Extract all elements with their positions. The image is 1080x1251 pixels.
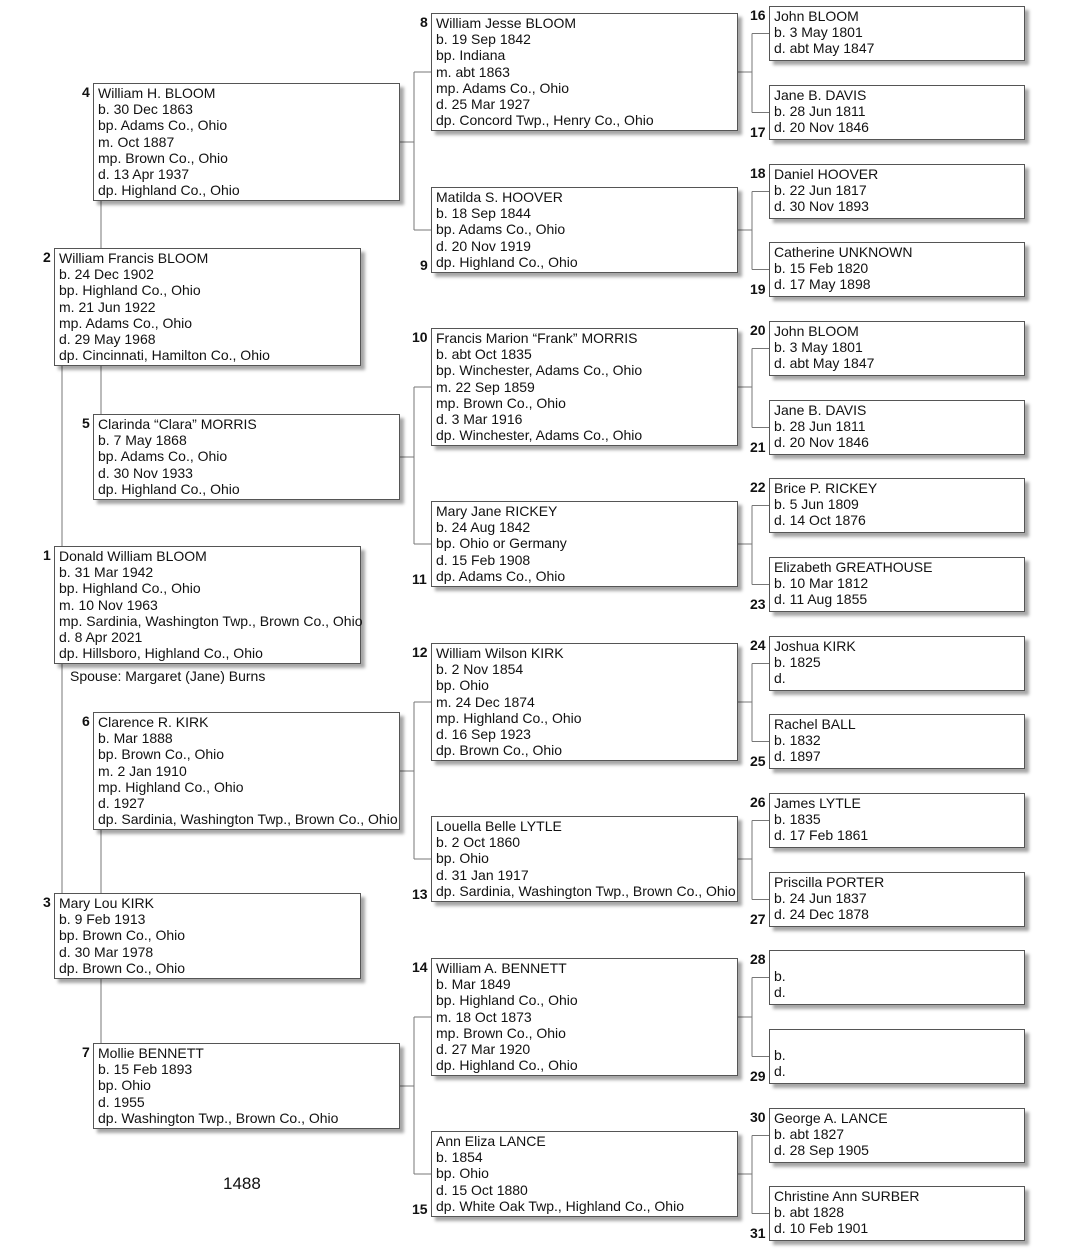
person-detail: dp. Highland Co., Ohio [98, 182, 240, 199]
person-detail: d. 25 Mar 1927 [436, 96, 531, 113]
person-name: Louella Belle LYTLE [436, 818, 562, 834]
person-number: 9 [420, 257, 428, 273]
person-name [774, 1031, 1024, 1047]
person-box-28 [769, 950, 1025, 1005]
person-detail: bp. Highland Co., Ohio [59, 282, 201, 299]
person-box-4 [93, 83, 400, 201]
person-number: 31 [750, 1225, 766, 1241]
person-name: Elizabeth GREATHOUSE [774, 559, 933, 575]
person-detail: mp. Adams Co., Ohio [59, 314, 193, 331]
person-number: 20 [750, 322, 766, 338]
person-detail: bp. Adams Co., Ohio [98, 117, 228, 134]
person-name: William Jesse BLOOM [436, 15, 577, 31]
person-number: 21 [750, 439, 766, 455]
person-box-23 [769, 557, 1025, 612]
person-detail: b. 9 Feb 1913 [59, 911, 146, 928]
person-detail: b. Mar 1888 [98, 730, 173, 747]
person-detail: d. 20 Nov 1846 [774, 434, 869, 451]
person-detail: dp. Sardinia, Washington Twp., Brown Co., Ohio [436, 882, 736, 899]
person-box-29 [769, 1029, 1025, 1084]
person-detail: mp. Sardinia, Washington Twp., Brown Co., Ohio [59, 612, 363, 629]
person-detail: mp. Brown Co., Ohio [436, 1024, 566, 1041]
person-number: 29 [750, 1068, 766, 1084]
person-number: 15 [412, 1201, 428, 1217]
person-number: 30 [750, 1109, 766, 1125]
person-detail: d. 29 May 1968 [59, 331, 156, 348]
person-detail: d. 1897 [774, 748, 821, 765]
person-detail: dp. Brown Co., Ohio [436, 742, 563, 759]
person-name: William Wilson KIRK [436, 645, 564, 661]
person-number: 6 [82, 713, 90, 729]
person-detail: d. 8 Apr 2021 [59, 629, 143, 646]
person-detail: b. 22 Jun 1817 [774, 182, 867, 199]
person-name: George A. LANCE [774, 1110, 888, 1126]
person-detail: b. 24 Dec 1902 [59, 266, 154, 283]
person-detail: d. 17 Feb 1861 [774, 827, 869, 844]
person-detail: b. 28 Jun 1811 [774, 418, 866, 435]
person-detail: b. 2 Oct 1860 [436, 834, 521, 851]
person-detail: bp. Ohio [436, 1165, 489, 1182]
person-detail: d. 20 Nov 1919 [436, 237, 531, 254]
person-detail: dp. Hillsboro, Highland Co., Ohio [59, 645, 263, 662]
person-name: Catherine UNKNOWN [774, 244, 913, 260]
person-name: Donald William BLOOM [59, 548, 207, 564]
person-detail: bp. Adams Co., Ohio [98, 448, 228, 465]
person-detail: m. 24 Dec 1874 [436, 693, 535, 710]
person-name: James LYTLE [774, 795, 861, 811]
person-number: 8 [420, 14, 428, 30]
person-detail: b. [774, 1047, 786, 1064]
person-detail: bp. Highland Co., Ohio [436, 992, 578, 1009]
person-box-26 [769, 793, 1025, 848]
person-box-11 [431, 501, 738, 587]
person-detail: b. 1832 [774, 732, 821, 749]
person-number: 13 [412, 886, 428, 902]
person-detail: bp. Ohio [436, 677, 489, 694]
page-number: 1488 [223, 1174, 261, 1193]
person-name: Ann Eliza LANCE [436, 1133, 546, 1149]
person-box-30 [769, 1108, 1025, 1163]
person-name: Francis Marion “Frank” MORRIS [436, 330, 638, 346]
person-name: John BLOOM [774, 8, 859, 24]
person-detail: b. 15 Feb 1893 [98, 1061, 193, 1078]
person-number: 16 [750, 7, 766, 23]
person-detail: dp. Highland Co., Ohio [98, 480, 240, 497]
person-detail: b. 7 May 1868 [98, 432, 187, 449]
person-detail: b. 24 Aug 1842 [436, 519, 531, 536]
person-detail: d. 16 Sep 1923 [436, 726, 531, 743]
person-detail: d. 1955 [98, 1093, 145, 1110]
person-box-31 [769, 1186, 1025, 1241]
person-detail: mp. Adams Co., Ohio [436, 79, 570, 96]
person-detail: m. 10 Nov 1963 [59, 596, 158, 613]
person-detail: b. 30 Dec 1863 [98, 101, 193, 118]
person-detail: dp. Concord Twp., Henry Co., Ohio [436, 112, 654, 129]
person-number: 1 [43, 547, 51, 563]
person-box-10 [431, 328, 738, 446]
person-detail: d. [774, 670, 786, 687]
person-name: Mary Jane RICKEY [436, 503, 558, 519]
person-box-22 [769, 478, 1025, 533]
person-detail: d. 10 Feb 1901 [774, 1220, 869, 1237]
person-detail: dp. White Oak Twp., Highland Co., Ohio [436, 1197, 684, 1214]
person-name: Brice P. RICKEY [774, 480, 878, 496]
person-detail: b. 19 Sep 1842 [436, 31, 531, 48]
person-number: 26 [750, 794, 766, 810]
person-detail: d. 17 May 1898 [774, 276, 871, 293]
person-box-24 [769, 636, 1025, 691]
person-detail: d. 28 Sep 1905 [774, 1142, 869, 1159]
person-detail: d. 24 Dec 1878 [774, 906, 869, 923]
person-box-25 [769, 714, 1025, 769]
person-number: 7 [82, 1044, 90, 1060]
person-detail: b. 1835 [774, 811, 821, 828]
person-detail: b. abt 1827 [774, 1126, 845, 1143]
person-box-2 [54, 248, 361, 366]
person-detail: d. 13 Apr 1937 [98, 166, 190, 183]
person-detail: d. 30 Mar 1978 [59, 943, 154, 960]
person-detail: b. 3 May 1801 [774, 24, 863, 41]
person-number: 19 [750, 281, 766, 297]
person-box-20 [769, 321, 1025, 376]
person-name: Joshua KIRK [774, 638, 856, 654]
spouse-note: Spouse: Margaret (Jane) Burns [70, 668, 266, 684]
person-detail: b. 1854 [436, 1149, 483, 1166]
person-number: 23 [750, 596, 766, 612]
person-detail: d. [774, 1063, 786, 1080]
person-box-8 [431, 13, 738, 131]
person-detail: m. abt 1863 [436, 63, 510, 80]
person-detail: d. 11 Aug 1855 [774, 591, 868, 608]
person-box-7 [93, 1043, 400, 1129]
person-detail: d. 15 Feb 1908 [436, 551, 531, 568]
person-detail: dp. Highland Co., Ohio [436, 1057, 578, 1074]
person-box-19 [769, 242, 1025, 297]
person-detail: d. 15 Oct 1880 [436, 1181, 528, 1198]
person-box-14 [431, 958, 738, 1076]
person-detail: b. 24 Jun 1837 [774, 890, 867, 907]
person-detail: dp. Brown Co., Ohio [59, 959, 186, 976]
person-number: 4 [82, 84, 90, 100]
person-number: 28 [750, 951, 766, 967]
person-box-6 [93, 712, 400, 830]
person-box-3 [54, 893, 361, 979]
person-detail: b. 1825 [774, 654, 821, 671]
person-name: Clarence R. KIRK [98, 714, 209, 730]
person-detail: d. [774, 984, 786, 1001]
person-detail: d. 14 Oct 1876 [774, 512, 866, 529]
person-detail: d. abt May 1847 [774, 355, 875, 372]
person-detail: d. 30 Nov 1893 [774, 198, 869, 215]
person-box-5 [93, 414, 400, 500]
person-name: Jane B. DAVIS [774, 87, 867, 103]
person-detail: mp. Highland Co., Ohio [98, 778, 244, 795]
person-detail: dp. Highland Co., Ohio [436, 253, 578, 270]
person-name: Jane B. DAVIS [774, 402, 867, 418]
person-number: 2 [43, 249, 51, 265]
person-name: Daniel HOOVER [774, 166, 879, 182]
person-detail: m. 18 Oct 1873 [436, 1008, 532, 1025]
person-name: Priscilla PORTER [774, 874, 885, 890]
person-box-13 [431, 816, 738, 902]
person-detail: m. 22 Sep 1859 [436, 378, 535, 395]
person-detail: b. 5 Jun 1809 [774, 496, 859, 513]
person-detail: d. 31 Jan 1917 [436, 866, 529, 883]
person-box-27 [769, 872, 1025, 927]
person-number: 18 [750, 165, 766, 181]
person-detail: bp. Ohio or Germany [436, 535, 567, 552]
person-name: Clarinda “Clara” MORRIS [98, 416, 257, 432]
person-detail: bp. Winchester, Adams Co., Ohio [436, 362, 643, 379]
person-name: Christine Ann SURBER [774, 1188, 920, 1204]
person-detail: d. abt May 1847 [774, 40, 875, 57]
person-detail: b. 3 May 1801 [774, 339, 863, 356]
person-detail: m. Oct 1887 [98, 133, 175, 150]
person-detail: d. 30 Nov 1933 [98, 464, 193, 481]
person-detail: b. 15 Feb 1820 [774, 260, 869, 277]
person-detail: d. 20 Nov 1846 [774, 119, 869, 136]
person-number: 14 [412, 959, 428, 975]
person-detail: bp. Brown Co., Ohio [98, 746, 225, 763]
person-detail: b. 10 Mar 1812 [774, 575, 869, 592]
person-detail: mp. Highland Co., Ohio [436, 709, 582, 726]
person-box-9 [431, 187, 738, 273]
person-detail: bp. Ohio [98, 1077, 151, 1094]
person-detail: m. 2 Jan 1910 [98, 762, 187, 779]
person-name: William A. BENNETT [436, 960, 567, 976]
person-detail: d. 3 Mar 1916 [436, 411, 523, 428]
person-name: William H. BLOOM [98, 85, 216, 101]
person-detail: b. 18 Sep 1844 [436, 205, 531, 222]
person-box-17 [769, 85, 1025, 140]
person-name [774, 952, 1024, 968]
person-detail: bp. Brown Co., Ohio [59, 927, 186, 944]
person-detail: dp. Adams Co., Ohio [436, 567, 566, 584]
person-number: 10 [412, 329, 428, 345]
person-detail: bp. Highland Co., Ohio [59, 580, 201, 597]
person-name: Mary Lou KIRK [59, 895, 154, 911]
person-box-1 [54, 546, 361, 664]
person-number: 12 [412, 644, 428, 660]
person-number: 22 [750, 479, 766, 495]
person-detail: bp. Ohio [436, 850, 489, 867]
person-detail: d. 1927 [98, 795, 145, 812]
person-number: 3 [43, 894, 51, 910]
person-detail: mp. Brown Co., Ohio [98, 149, 228, 166]
person-name: Matilda S. HOOVER [436, 189, 563, 205]
person-box-12 [431, 643, 738, 761]
person-box-16 [769, 6, 1025, 61]
person-number: 27 [750, 911, 766, 927]
person-detail: bp. Indiana [436, 47, 506, 64]
person-detail: b. abt 1828 [774, 1204, 845, 1221]
person-number: 5 [82, 415, 90, 431]
person-detail: b. [774, 968, 786, 985]
person-box-21 [769, 400, 1025, 455]
person-detail: dp. Cincinnati, Hamilton Co., Ohio [59, 347, 270, 364]
person-detail: dp. Sardinia, Washington Twp., Brown Co., Ohio [98, 811, 398, 828]
person-detail: d. 27 Mar 1920 [436, 1041, 531, 1058]
person-name: Mollie BENNETT [98, 1045, 204, 1061]
person-detail: b. 2 Nov 1854 [436, 661, 524, 678]
person-name: William Francis BLOOM [59, 250, 209, 266]
person-number: 11 [412, 571, 427, 587]
person-detail: dp. Winchester, Adams Co., Ohio [436, 427, 643, 444]
person-detail: b. 28 Jun 1811 [774, 103, 866, 120]
person-name: Rachel BALL [774, 716, 856, 732]
person-detail: dp. Washington Twp., Brown Co., Ohio [98, 1109, 339, 1126]
person-name: John BLOOM [774, 323, 859, 339]
person-detail: mp. Brown Co., Ohio [436, 394, 566, 411]
person-number: 25 [750, 753, 766, 769]
person-number: 17 [750, 124, 766, 140]
person-box-15 [431, 1131, 738, 1217]
person-detail: bp. Adams Co., Ohio [436, 221, 566, 238]
person-number: 24 [750, 637, 766, 653]
person-detail: b. 31 Mar 1942 [59, 564, 154, 581]
person-detail: m. 21 Jun 1922 [59, 298, 156, 315]
person-detail: b. abt Oct 1835 [436, 346, 532, 363]
person-box-18 [769, 164, 1025, 219]
person-detail: b. Mar 1849 [436, 976, 511, 993]
